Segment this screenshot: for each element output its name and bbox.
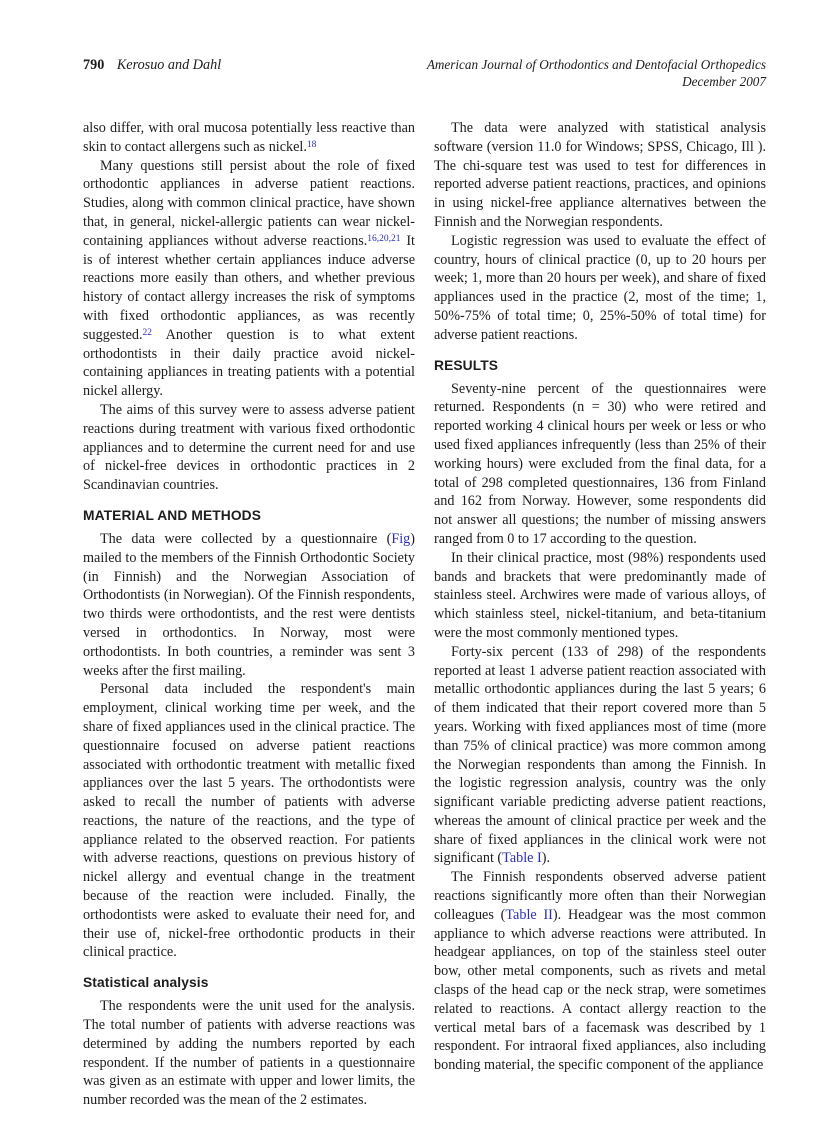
paragraph-response-rate: Seventy-nine percent of the questionnaires were returned. Respondents (n = 30) who were retired and reported working 4 clinical hours per week or less or who used fixed appliances infrequently (less than 25% of their working hours) were excluded from the final data, for a total of 298 completed questionnaires, 136 from Finland and 162 from Norway. However, some respondents did not answer all questions; the number of missing answers ranged from 0 to 17 according to the question. (434, 380, 766, 547)
paragraph-questionnaire: The data were collected by a questionnaire (Fig) mailed to the members of the Finnish Orthodontic Society (in Finnish) and the Norwegian Association of Orthodontists (in Norwegian). Of the Finnish respondents, two thirds were orthodontists, and the rest were dentists versed in orthodontics. In Norway, most were orthodontists. In both countries, a reminder was sent 3 weeks after the first mailing. (83, 530, 415, 679)
section-heading-results: RESULTS (434, 357, 499, 373)
section-heading-material-and-methods: MATERIAL AND METHODS (83, 507, 262, 523)
table-2-link[interactable]: Table II (505, 906, 553, 923)
paragraph-finnish-vs-norwegian: The Finnish respondents observed adverse patient reactions significantly more often than their Norwegian colleagues (Table II). Headgear was the most common appliance to which adverse reactions were attributed. In headgear appliances, on top of the stainless steel outer bow, other metal components, such as rivets and metal clasps of the head cap or the neck strap, were sometimes related to reactions. A contact allergy reaction to the vertical metal bars of a facemask was described by 1 respondent. For intraoral fixed appliances, also including bonding material, the specific component of the appliance (434, 869, 766, 1074)
running-head-right (427, 57, 766, 90)
paragraph-statistical-software: The data were analyzed with statistical analysis software (version 11.0 for Windows; SPSS, Chicago, Ill ). The chi-square test was used to test for differences in reported adverse patient reactions, practices, and opinions in using nickel-free appliance alternatives between the Finnish and the Norwegian respondents. (434, 120, 766, 230)
journal-title: American Journal of Orthodontics and Dentofacial Orthopedics (426, 57, 766, 72)
sub-heading-statistical-analysis: Statistical analysis (83, 975, 209, 991)
running-authors: Kerosuo and Dahl (116, 57, 222, 73)
paragraph-clinical-practice-materials: In their clinical practice, most (98%) respondents used bands and brackets that were predominantly made of stainless steel. Archwires were made of various alloys, of which stainless steel, nickel-titanium, and beta-titanium were the most commonly mentioned types. (434, 549, 766, 641)
paragraph-open-questions: Many questions still persist about the role of fixed orthodontic appliances in adverse patient reactions. Studies, along with common clinical practice, have shown that, in general, nickel-allergic patients can wear nickel-containing appliances without adverse reactions.$^{16,20,21}$ It is of interest whether certain appliances induce adverse reactions more easily than others, and whether previous history of contact allergy increases the risk of symptoms with fixed orthodontic appliances, as was recently suggested.$^{22}$ Another question is to what extent orthodontists in their daily practice avoid nickel-containing appliances in treating patients with a potential nickel allergy. (83, 157, 415, 400)
paragraph-intro-continuation: also differ, with oral mucosa potentially less reactive than skin to contact allergens such as nickel.$^{18}$ (83, 120, 415, 155)
paragraph-adverse-reaction-rate: Forty-six percent (133 of 298) of the respondents reported at least 1 adverse patient reaction associated with metallic orthodontic appliances during the last 5 years; 6 of them indicated that their report covered more than 5 years. Working with fixed appliances most of time (more than 75% of clinical practice) was more common among the Norwegian respondents than among the Finnish. In the logistic regression analysis, country was the only significant variable predicting adverse patient reactions, whereas the amount of clinical practice per week and the share of fixed appliances in the clinical work were not significant (Table I). (434, 643, 766, 867)
article-body (83, 119, 767, 1110)
running-head-left (83, 57, 221, 74)
paragraph-logistic-regression: Logistic regression was used to evaluate the effect of country, hours of clinical practice (0, up to 20 hours per week; 1, more than 20 hours per week), and share of fixed appliances used in the practice (2, most of the time; 1, 50%-75% of total time; 0, 25%-50% of total time) for adverse patient reactions. (434, 232, 766, 343)
paragraph-survey-aims: The aims of this survey were to assess adverse patient reactions during treatment with various fixed orthodontic appliances and to determine the current need for and use of nickel-free devices in orthodontic practices in 2 Scandinavian countries. (83, 401, 415, 494)
reference-18-link[interactable]: 18 (306, 139, 317, 150)
figure-link[interactable]: Fig (391, 530, 411, 547)
reference-22-link[interactable]: 22 (142, 327, 153, 338)
paragraph-analysis-unit: The respondents were the unit used for the analysis. The total number of patients with adverse reactions was determined by adding the numbers reported by each respondent. If the number of patients in a questionnaire was given as an estimate with upper and lower limits, the number recorded was the mean of the 2 estimates. (83, 998, 415, 1109)
page-header (83, 57, 766, 90)
page-number: 790 (83, 57, 105, 73)
left-column (83, 119, 415, 1110)
reference-16-20-21-link[interactable]: 16,20,21 (367, 233, 401, 244)
issue-date: December 2007 (682, 73, 766, 89)
paragraph-personal-data: Personal data included the respondent's main employment, clinical working time per week, and the share of fixed appliances used in the clinical practice. The questionnaire focused on adverse patient reactions associated with orthodontic treatment with metallic fixed appliances over the last 5 years. The orthodontists were asked to recall the number of patients with adverse reactions, the nature of the reactions, and the type of appliance related to the observed reaction. For patients with adverse reactions, questions on previous history of nickel allergy and eventual change in the treatment because of the reaction were included. Finally, the orthodontists were asked to evaluate their need for, and their use of, nickel-free orthodontic products in their clinical practice. (83, 681, 415, 961)
right-column (434, 119, 766, 1110)
table-1-link[interactable]: Table I (502, 850, 542, 867)
